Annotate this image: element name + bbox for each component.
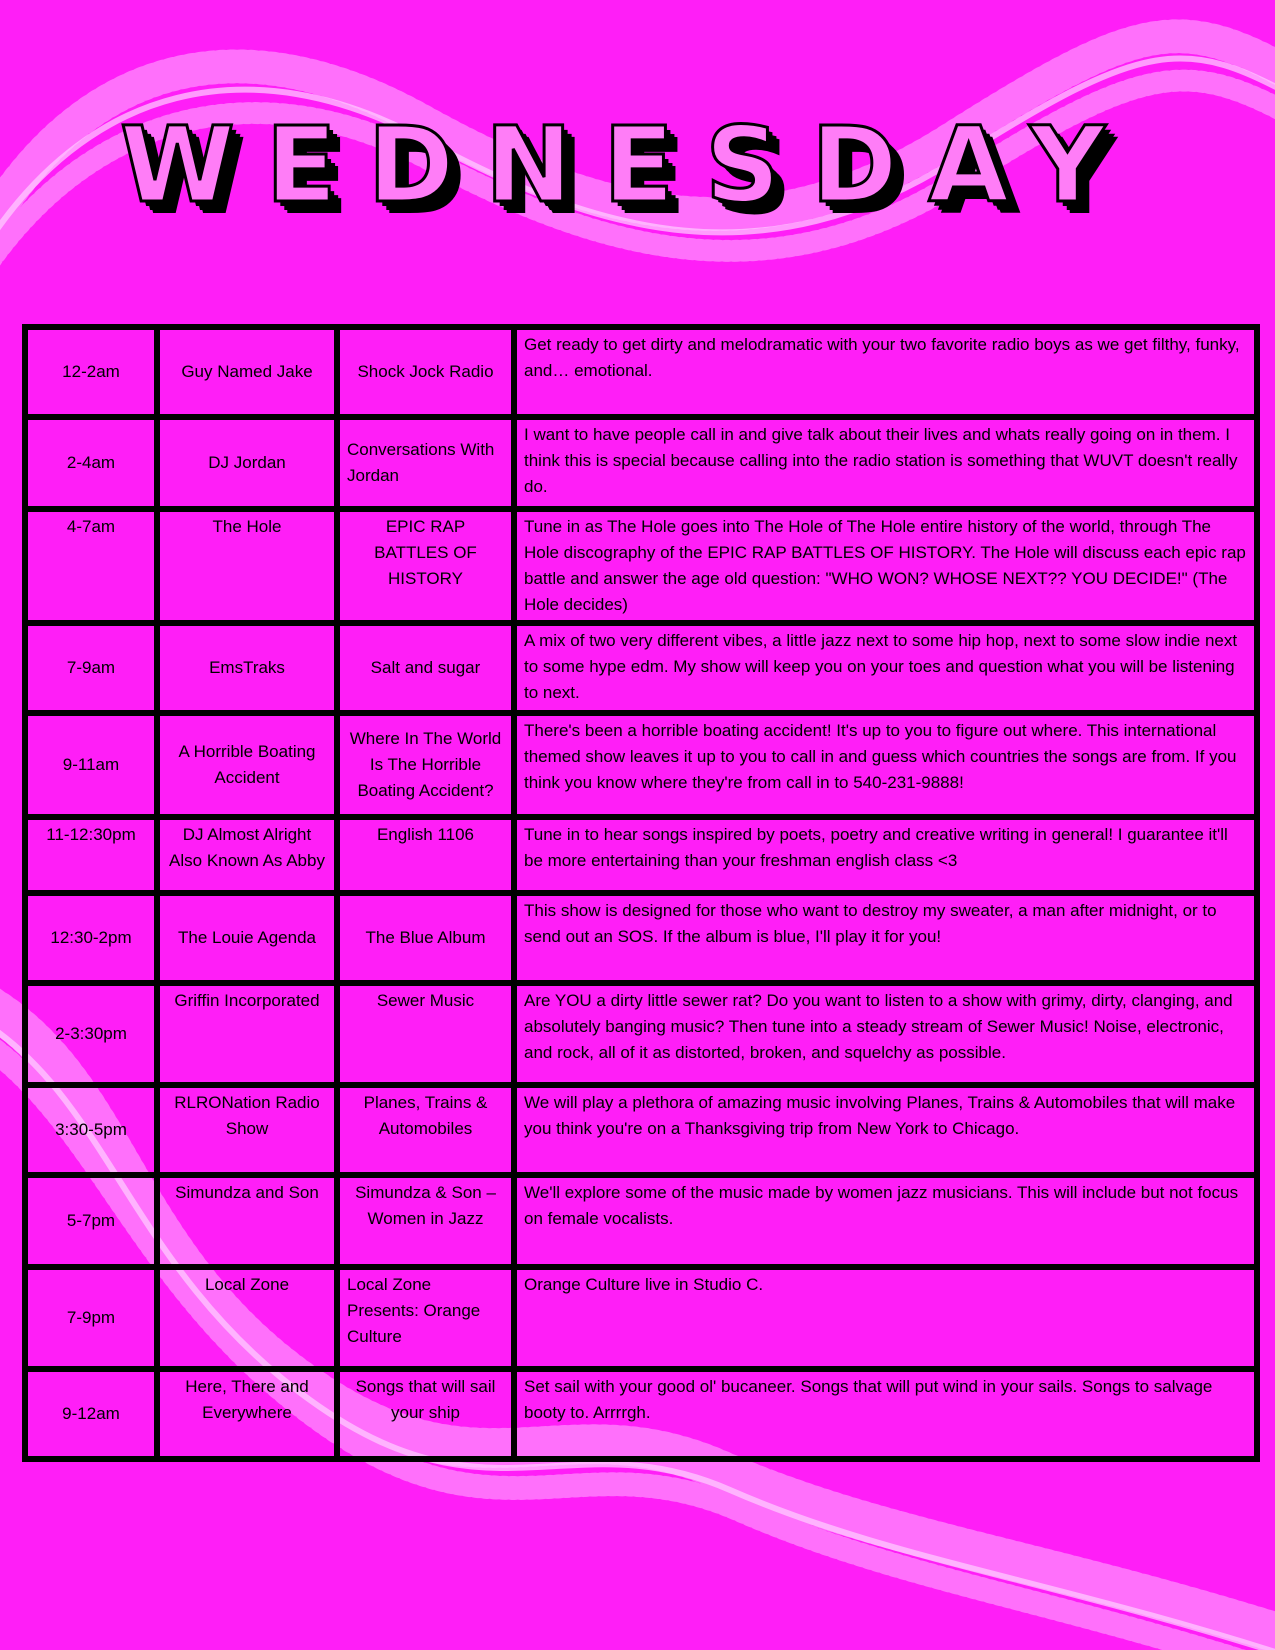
time-cell: 11-12:30pm: [25, 817, 157, 893]
show-cell: EPIC RAP BATTLES OF HISTORY: [337, 509, 514, 623]
show-cell: Conversations With Jordan: [337, 417, 514, 509]
host-cell: A Horrible Boating Accident: [157, 713, 337, 817]
description-cell: Set sail with your good ol' bucaneer. Songs that will put wind in your sails. Songs to salvage booty to. Arrrrgh.: [514, 1369, 1257, 1459]
host-cell: Local Zone: [157, 1267, 337, 1369]
description-cell: Tune in to hear songs inspired by poets, poetry and creative writing in general! I guarantee it'll be more entertaining than your freshman english class <3: [514, 817, 1257, 893]
description-cell: We'll explore some of the music made by women jazz musicians. This will include but not focus on female vocalists.: [514, 1175, 1257, 1267]
description-cell: There's been a horrible boating accident! It's up to you to figure out where. This international themed show leaves it up to you to call in and guess which countries the songs are from. If you think you know where they're from call in to 540-231-9888!: [514, 713, 1257, 817]
host-cell: The Hole: [157, 509, 337, 623]
page-title: WEDNESDAY: [120, 104, 1137, 226]
host-cell: EmsTraks: [157, 623, 337, 713]
table-row: [25, 893, 1257, 983]
show-cell: Sewer Music: [337, 983, 514, 1085]
table-row: [25, 1085, 1257, 1175]
time-cell: 12:30-2pm: [25, 893, 157, 983]
description-cell: Get ready to get dirty and melodramatic with your two favorite radio boys as we get filthy, funky, and… emotional.: [514, 327, 1257, 417]
show-cell: Where In The World Is The Horrible Boating Accident?: [337, 713, 514, 817]
description-cell: Orange Culture live in Studio C.: [514, 1267, 1257, 1369]
time-cell: 12-2am: [25, 327, 157, 417]
description-cell: Are YOU a dirty little sewer rat? Do you want to listen to a show with grimy, dirty, clanging, and absolutely banging music? Then tune into a steady stream of Sewer Music! Noise, electronic, and rock, all of it as distorted, broken, and squelchy as possible.: [514, 983, 1257, 1085]
host-cell: The Louie Agenda: [157, 893, 337, 983]
time-cell: 4-7am: [25, 509, 157, 623]
description-cell: This show is designed for those who want to destroy my sweater, a man after midnight, or to send out an SOS. If the album is blue, I'll play it for you!: [514, 893, 1257, 983]
time-cell: 5-7pm: [25, 1175, 157, 1267]
show-cell: English 1106: [337, 817, 514, 893]
host-cell: RLRONation Radio Show: [157, 1085, 337, 1175]
show-cell: Planes, Trains & Automobiles: [337, 1085, 514, 1175]
time-cell: 7-9am: [25, 623, 157, 713]
host-cell: DJ Almost Alright Also Known As Abby: [157, 817, 337, 893]
schedule-table: [22, 324, 1260, 1462]
table-row: [25, 1267, 1257, 1369]
show-cell: The Blue Album: [337, 893, 514, 983]
host-cell: DJ Jordan: [157, 417, 337, 509]
table-row: [25, 327, 1257, 417]
show-cell: Songs that will sail your ship: [337, 1369, 514, 1459]
time-cell: 7-9pm: [25, 1267, 157, 1369]
time-cell: 3:30-5pm: [25, 1085, 157, 1175]
host-cell: Guy Named Jake: [157, 327, 337, 417]
host-cell: Griffin Incorporated: [157, 983, 337, 1085]
time-cell: 2-4am: [25, 417, 157, 509]
show-cell: Salt and sugar: [337, 623, 514, 713]
description-cell: A mix of two very different vibes, a little jazz next to some hip hop, next to some slow indie next to some hype edm. My show will keep you on your toes and question what you will be listening to next.: [514, 623, 1257, 713]
table-row: [25, 983, 1257, 1085]
time-cell: 9-12am: [25, 1369, 157, 1459]
description-cell: Tune in as The Hole goes into The Hole of The Hole entire history of the world, through The Hole discography of the EPIC RAP BATTLES OF HISTORY. The Hole will discuss each epic rap battle and answer the age old question: "WHO WON? WHOSE NEXT?? YOU DECIDE!" (The Hole decides): [514, 509, 1257, 623]
table-row: [25, 1369, 1257, 1459]
table-row: [25, 417, 1257, 509]
show-cell: Shock Jock Radio: [337, 327, 514, 417]
description-cell: We will play a plethora of amazing music involving Planes, Trains & Automobiles that will make you think you're on a Thanksgiving trip from New York to Chicago.: [514, 1085, 1257, 1175]
table-row: [25, 817, 1257, 893]
host-cell: Here, There and Everywhere: [157, 1369, 337, 1459]
table-row: [25, 623, 1257, 713]
table-row: [25, 1175, 1257, 1267]
time-cell: 9-11am: [25, 713, 157, 817]
description-cell: I want to have people call in and give talk about their lives and whats really going on in them. I think this is special because calling into the radio station is something that WUVT doesn't really do.: [514, 417, 1257, 509]
table-row: [25, 713, 1257, 817]
time-cell: 2-3:30pm: [25, 983, 157, 1085]
table-row: [25, 509, 1257, 623]
show-cell: Local Zone Presents: Orange Culture: [337, 1267, 514, 1369]
show-cell: Simundza & Son – Women in Jazz: [337, 1175, 514, 1267]
host-cell: Simundza and Son: [157, 1175, 337, 1267]
